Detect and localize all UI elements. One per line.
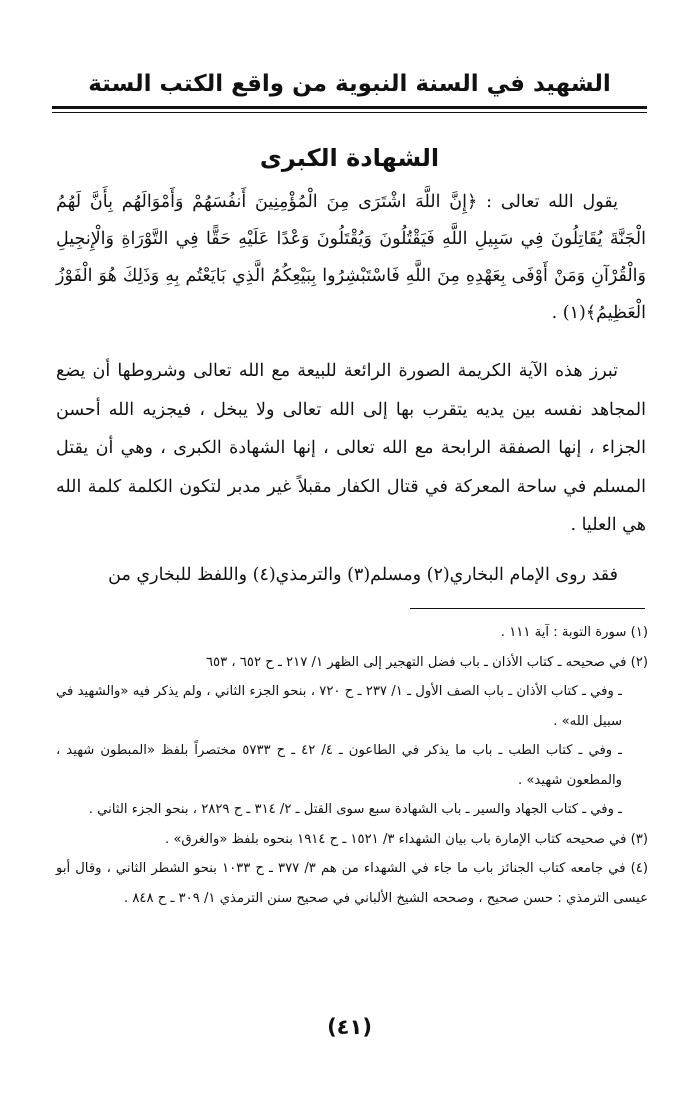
section-title: الشهادة الكبرى — [259, 144, 440, 172]
paragraph-narration: فقد روى الإمام البخاري(٢) ومسلم(٣) والترمذي(٤) واللفظ للبخاري من — [108, 565, 618, 585]
verse-paragraph — [56, 184, 646, 332]
footnote-2-continuation-a: ـ وفي ـ كتاب الأذان ـ باب الصف الأول ـ ١/ ٢٣٧ ـ ح ٧٢٠ ، بنحو الجزء الثاني ، ولم يذكر فيه «والشهيد في سبيل الله» . — [56, 684, 623, 729]
footnote-4: (٤) في جامعه كتاب الجنائز باب ما جاء في الشهداء من هم ٣/ ٣٧٧ ـ ح ١٠٣٣ بنحو الشطر الثاني ، وقال أبو عيسى الترمذي : حسن صحيح ، وصححه الشيخ الألباني في صحيح سنن الترمذي ١/ ٣٠٩ ـ ح ٨٤٨ . — [56, 861, 648, 906]
paragraph-verse: يقول الله تعالى : ﴿إِنَّ اللَّهَ اشْتَرَى مِنَ الْمُؤْمِنِينَ أَنفُسَهُمْ وَأَمْوَالَهُم بِأَنَّ لَهُمُ الْجَنَّةَ يُقَاتِلُونَ فِي سَبِيلِ اللَّهِ فَيَقْتُلُونَ وَيُقْتَلُونَ وَعْدًا عَلَيْهِ حَقًّا فِي التَّوْرَاةِ وَالْإِنجِيلِ وَالْقُرْآنِ وَمَنْ أَوْفَى بِعَهْدِهِ مِنَ اللَّهِ فَاسْتَبْشِرُوا بِبَيْعِكُمُ الَّذِي بَايَعْتُم بِهِ وَذَلِكَ هُوَ الْفَوْزُ الْعَظِيمُ﴾(١) . — [56, 192, 646, 323]
header-rule-thin — [52, 112, 647, 113]
footnote-2-continuation-c: ـ وفي ـ كتاب الجهاد والسير ـ باب الشهادة سبع سوى القتل ـ ٢/ ٣١٤ ـ ح ٢٨٢٩ ، بنحو الجزء الثاني . — [88, 802, 622, 817]
footnote-separator — [410, 608, 645, 609]
narration-paragraph — [56, 556, 646, 594]
footnote-2: (٢) في صحيحه ـ كتاب الأذان ـ باب فضل التهجير إلى الظهر ١/ ٢١٧ ـ ح ٦٥٢ ، ٦٥٣ — [205, 654, 648, 670]
page-number: (٤١) — [327, 1015, 372, 1039]
footnote-3: (٣) في صحيحه كتاب الإمارة باب بيان الشهداء ٣/ ١٥٢١ ـ ح ١٩١٤ بنحوه بلفظ «والغرق» . — [164, 831, 648, 847]
footnote-1: (١) سورة التوبة : آية ١١١ . — [500, 625, 648, 640]
header-rule-thick — [52, 106, 647, 109]
paragraph-commentary: تبرز هذه الآية الكريمة الصورة الرائعة للبيعة مع الله تعالى وشروطها أن يضع المجاهد نفسه بين يديه يتقرب بها إلى الله تعالى ولا يبخل ، فيجزيه الله أحسن الجزاء ، إنها الصفقة الرابحة مع الله تعالى ، إنها الشهادة الكبرى ، وهي أن يقتل المسلم في ساحة المعركة في قتال الكفار مقبلاً غير مدبر لتكون الكلمة كلمة الله هي العليا . — [56, 361, 646, 535]
footnotes — [56, 618, 648, 913]
running-title: الشهيد في السنة النبوية من واقع الكتب الستة — [88, 71, 611, 97]
commentary-paragraph — [56, 352, 646, 545]
footnote-2-continuation-b: ـ وفي ـ كتاب الطب ـ باب ما يذكر في الطاعون ـ ٤/ ٤٢ ـ ح ٥٧٣٣ مختصراً بلفظ «المبطون شهيد ، والمطعون شهيد» . — [56, 743, 623, 788]
